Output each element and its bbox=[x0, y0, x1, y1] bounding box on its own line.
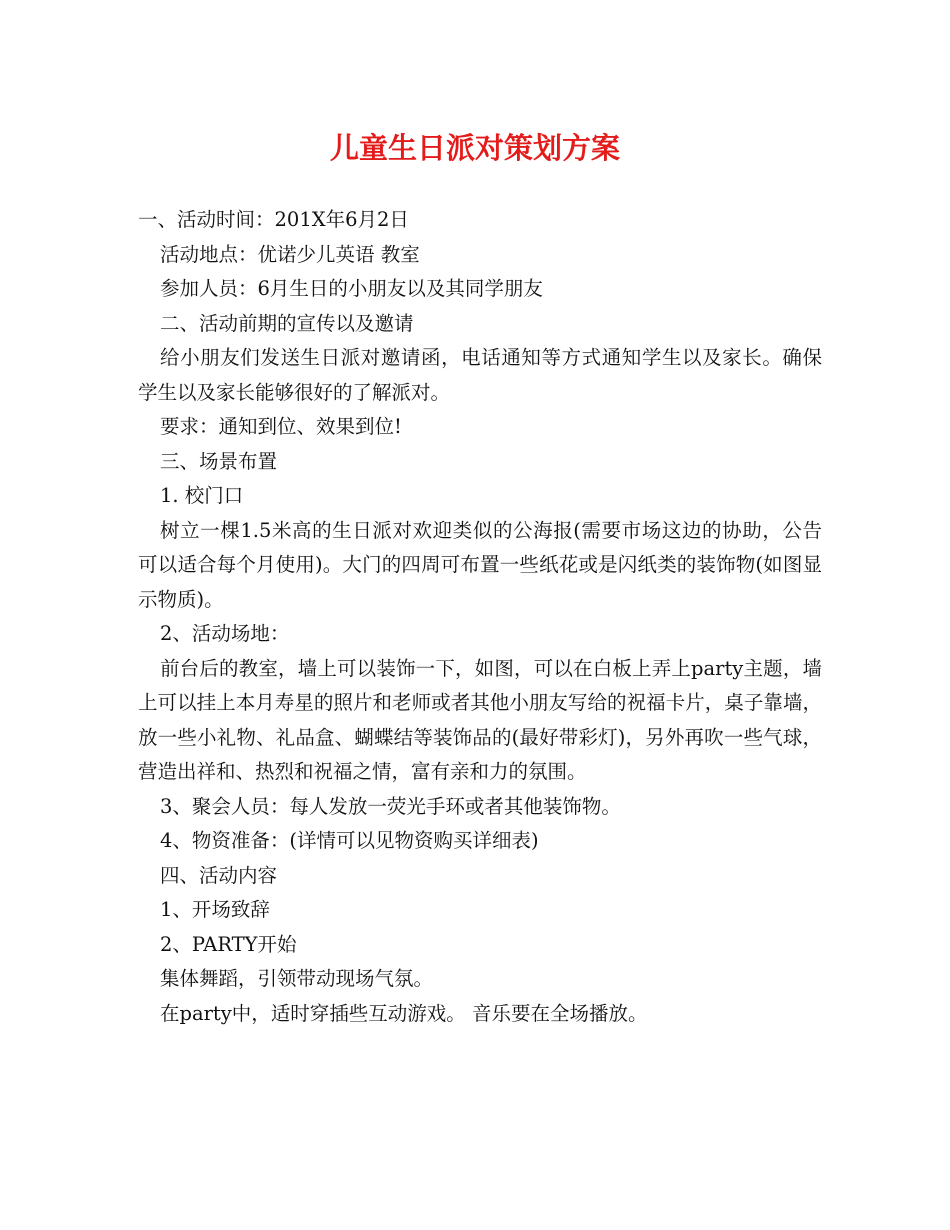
paragraph: 集体舞蹈，引领带动现场气氛。 bbox=[160, 967, 434, 990]
page-title: 儿童生日派对策划方案 bbox=[329, 131, 620, 165]
paragraph: 活动地点：优诺少儿英语 教室 bbox=[160, 242, 420, 266]
paragraph: 要求：通知到位、效果到位! bbox=[160, 415, 402, 438]
paragraph: 1、开场致辞 bbox=[160, 898, 270, 921]
paragraph: 1. 校门口 bbox=[160, 484, 244, 507]
paragraph: 2、活动场地： bbox=[160, 622, 290, 645]
paragraph: 二、活动前期的宣传以及邀请 bbox=[160, 311, 414, 335]
paragraph: 树立一棵1.5米高的生日派对欢迎类似的公海报(需要市场这边的协助，公告可以适合每个月使用)。大门的四周可布置一些纸花或是闪纸类的装饰物(如图显示物质)。 bbox=[138, 518, 822, 611]
paragraph: 参加人员：6月生日的小朋友以及其同学朋友 bbox=[160, 277, 543, 300]
paragraph: 一、活动时间：201X年6月2日 bbox=[138, 208, 409, 231]
paragraph: 三、场景布置 bbox=[160, 449, 278, 473]
paragraph: 前台后的教室，墙上可以装饰一下，如图，可以在白板上弄上party主题，墙上可以挂上本月寿星的照片和老师或者其他小朋友写给的祝福卡片，桌子靠墙，放一些小礼物、礼品盒、蝴蝶结等装饰品的(最好带彩灯)，另外再吹一些气球，营造出祥和、热烈和祝福之情，富有亲和力的氛围。 bbox=[138, 656, 822, 783]
document-body bbox=[138, 203, 822, 1031]
paragraph: 3、聚会人员：每人发放一荧光手环或者其他装饰物。 bbox=[160, 794, 621, 818]
paragraph: 四、活动内容 bbox=[160, 863, 278, 887]
paragraph: 给小朋友们发送生日派对邀请函，电话通知等方式通知学生以及家长。确保学生以及家长能够很好的了解派对。 bbox=[138, 346, 822, 404]
paragraph: 2、PARTY开始 bbox=[160, 932, 297, 956]
paragraph: 4、物资准备：(详情可以见物资购买详细表) bbox=[160, 829, 539, 852]
paragraph: 在party中，适时穿插些互动游戏。 音乐要在全场播放。 bbox=[160, 1001, 648, 1025]
